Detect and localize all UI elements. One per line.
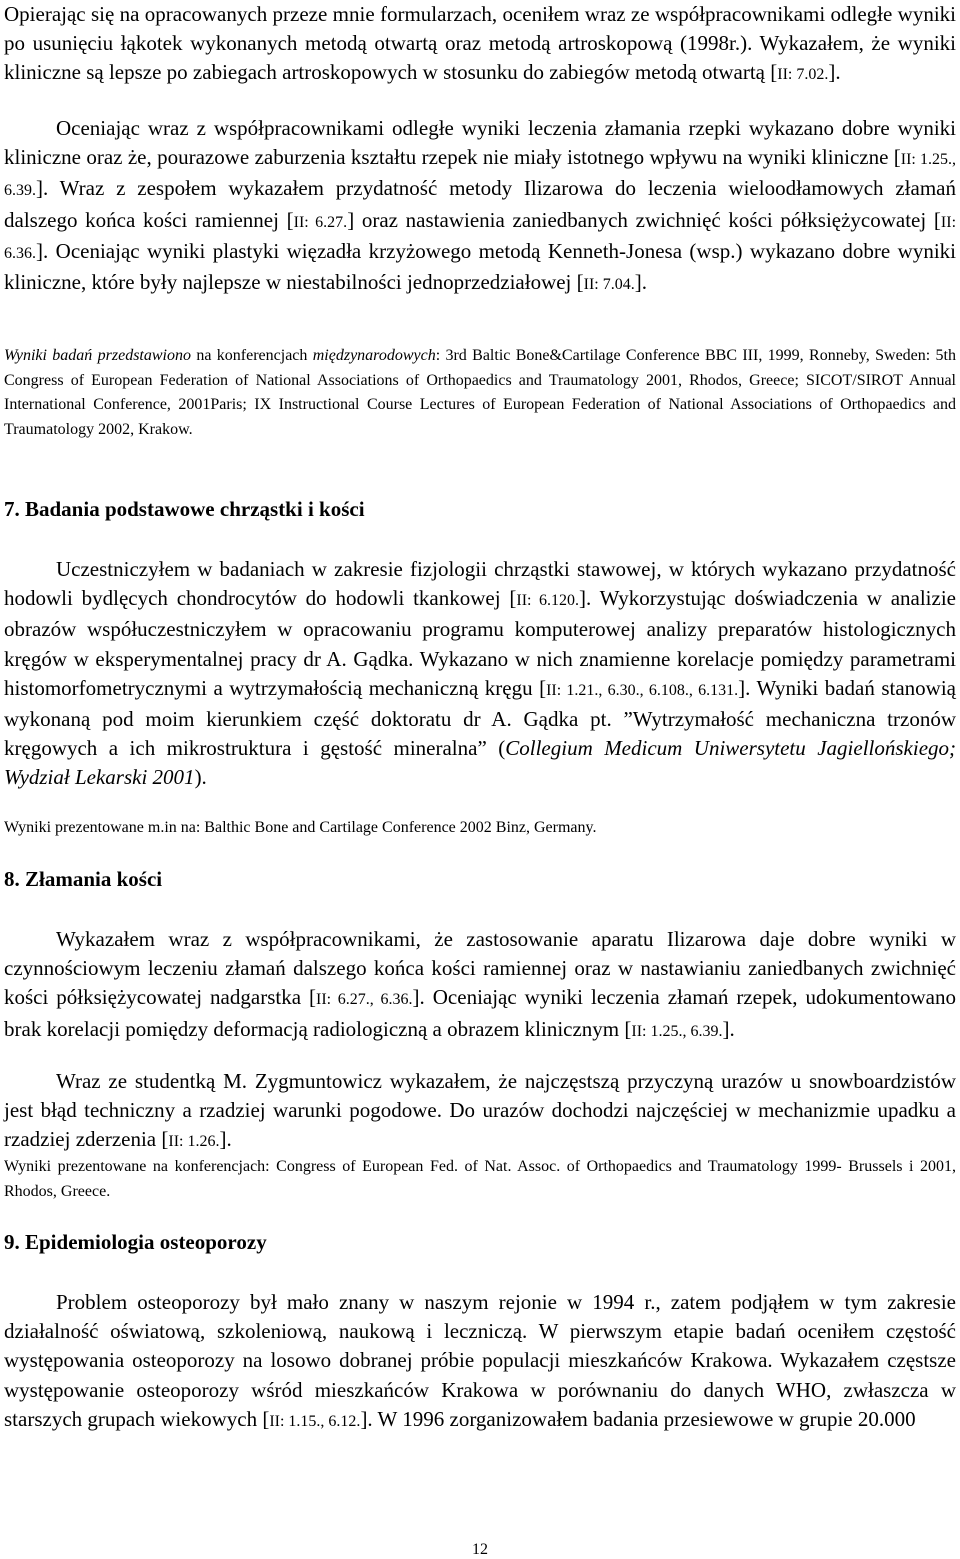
paragraph-meniscus: Opierając się na opracowanych przeze mnie formularzach, oceniłem wraz ze współpracownikami odległe wyniki po usunięciu łąkotek wykonanych metodą otwartą oraz metodą artroskopową (1998r.). Wykazałem, że wyniki kliniczne są lepsze po zabiegach artroskopowych w stosunku do zabiegów metodą otwartą [II: 7.02.]. xyxy=(4,2,956,85)
section-heading-8: 8. Złamania kości xyxy=(4,867,163,891)
conference-note-2: Wyniki prezentowane m.in na: Balthic Bone and Cartilage Conference 2002 Binz, Germany. xyxy=(4,819,597,836)
conference-note-3: Wyniki prezentowane na konferencjach: Congress of European Fed. of Nat. Assoc. of Orthopaedics and Traumatology 1999- Brussels i 2001, Rhodos, Greece. xyxy=(4,1158,956,1200)
paragraph-cartilage-research: Uczestniczyłem w badaniach w zakresie fizjologii chrząstki stawowej, w których wykazano przydatność hodowli bydlęcych chondrocytów do hodowli tkankowej [II: 6.120.]. Wykorzystując doświadczenia w analizie obrazów współuczestniczyłem w opracowaniu programu komputerowej analizy preparatów histologicznych kręgów w eksperymentalnej pracy dr A. Gądka. Wykazano w nich znamienne korelacje pomiędzy parametrami histomorfometrycznymi a wytrzymałością mechaniczną kręgu [II: 1.21., 6.30., 6.108., 6.131.]. Wyniki badań stanowią wykonaną pod moim kierunkiem część doktoratu dr A. Gądka pt. ”Wytrzymałość mechaniczna trzonów kręgowych a ich mikrostruktura i gęstość mineralna” (Collegium Medicum Uniwersytetu Jagiellońskiego; Wydział Lekarski 2001). xyxy=(4,557,957,790)
paragraph-snowboard-injuries: Wraz ze studentką M. Zygmuntowicz wykazałem, że najczęstszą przyczyną urazów u snowboardzistów jest błąd techniczny a rzadziej warunki pogodowe. Do urazów dochodzi najczęściej w mechanizmie upadku a rzadziej zderzenia [II: 1.26.]. xyxy=(4,1069,956,1152)
conference-note-1: Wyniki badań przedstawiono na konferencjach międzynarodowych: 3rd Baltic Bone&Cartilage Conference BBC III, 1999, Ronneby, Sweden: 5th Congress of European Federation of National Associations of Orthopaedics and Traumatology 2001, Rhodos, Greece; SICOT/SIROT Annual International Conference, 2001Paris; IX Instructional Course Lectures of European Federation of National Associations of Orthopaedics and Traumatology 2002, Krakow. xyxy=(4,347,957,438)
section-heading-9: 9. Epidemiologia osteoporozy xyxy=(4,1230,267,1254)
paragraph-osteoporosis: Problem osteoporozy był mało znany w naszym rejonie w 1994 r., zatem podjąłem w tym zakresie działalność oświatową, szkoleniową, naukową i leczniczą. W pierwszym etapie badań oceniłem częstość występowania osteoporozy na losowo dobranej próbie populacji mieszkańców Krakowa. Wykazałem częstsze występowanie osteoporozy wśród mieszkańców Krakowa w porównaniu do danych WHO, zwłaszcza w starszych grupach wiekowych [II: 1.15., 6.12.]. W 1996 zorganizowałem badania przesiewowe w grupie 20.000 xyxy=(4,1290,956,1431)
paragraph-fractures: Wykazałem wraz z współpracownikami, że zastosowanie aparatu Ilizarowa daje dobre wyniki w czynnościowym leczeniu złamań dalszego końca kości ramiennej oraz w nastawianiu zaniedbanych zwichnięć kości półksiężycowatej nadgarstka [II: 6.27., 6.36.]. Oceniając wyniki leczenia złamań rzepek, udokumentowano brak korelacji pomiędzy deformacją radiologiczną a obrazem klinicznym [II: 1.25., 6.39.]. xyxy=(4,927,956,1041)
page-number: 12 xyxy=(472,1541,488,1558)
paragraph-patella-results: Oceniając wraz z współpracownikami odległe wyniki leczenia złamania rzepki wykazano dobre wyniki kliniczne oraz że, pourazowe zaburzenia kształtu rzepek nie miały istotnego wpływu na wyniki kliniczne [II: 1.25., 6.39.]. Wraz z zespołem wykazałem przydatność metody Ilizarowa do leczenia wieloodłamowych złamań dalszego końca kości ramiennej [II: 6.27.] oraz nastawienia zaniedbanych zwichnięć kości półksiężycowatej [II: 6.36.]. Oceniając wyniki plastyki więzadła krzyżowego metodą Kenneth-Jonesa (wsp.) wykazano dobre wyniki kliniczne, które były najlepsze w niestabilności jednoprzedziałowej [II: 7.04.]. xyxy=(4,116,957,295)
section-heading-7: 7. Badania podstawowe chrząstki i kości xyxy=(4,497,365,521)
